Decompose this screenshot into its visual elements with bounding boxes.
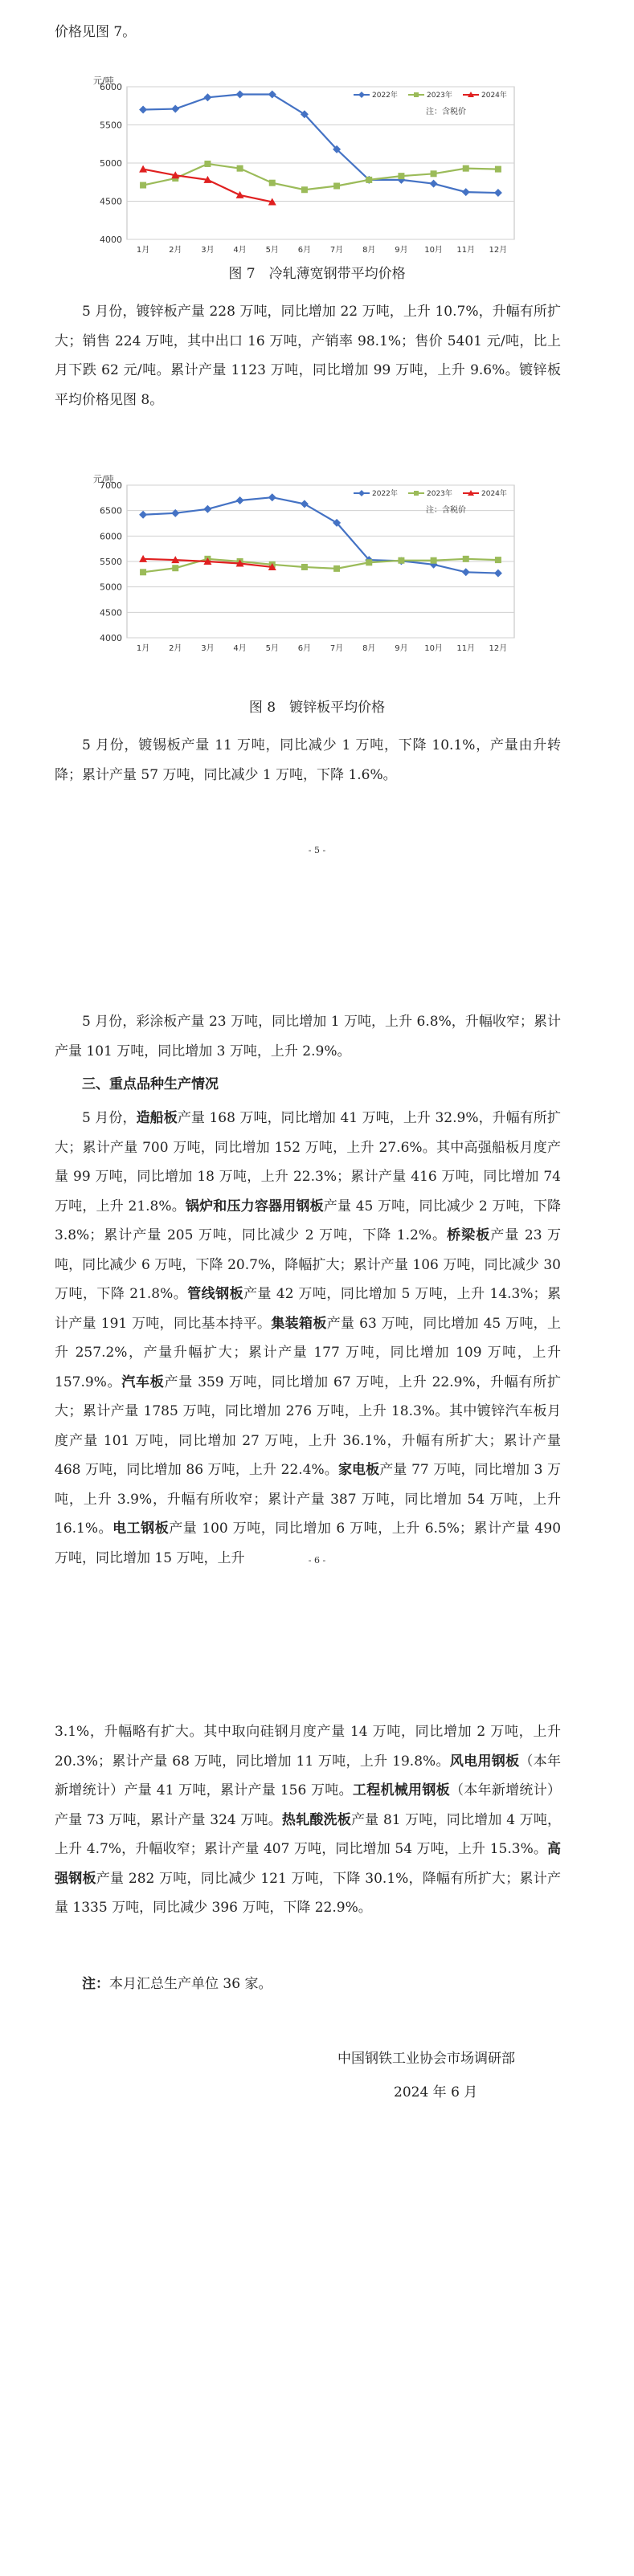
text-run: 产量 100 万吨，同比增加 6 万吨，上升 6.5%；累计产量 490 万吨，同比增加 15 万吨，上升 bbox=[55, 1521, 562, 1566]
text-run: 3.1%，升幅略有扩大。其中取向硅钢月度产量 14 万吨，同比增加 2 万吨，上升 20.3%；累计产量 68 万吨，同比增加 11 万吨，上升 19.8%。 bbox=[55, 1724, 561, 1770]
intro-tail: 价格见图 7。 bbox=[55, 24, 137, 40]
legend-label: 2024年 bbox=[481, 490, 507, 498]
data-point bbox=[398, 173, 404, 179]
product-name: 家电板 bbox=[337, 1462, 380, 1478]
data-point bbox=[268, 91, 276, 99]
note-line bbox=[55, 1970, 561, 1999]
data-point bbox=[431, 170, 437, 177]
note-label: 注： bbox=[82, 1976, 109, 1992]
x-tick-label: 7月 bbox=[329, 246, 344, 255]
y-tick-label: 5500 bbox=[100, 557, 122, 567]
text-run: （本年新增统计）产量 73 万吨，累计产量 324 万吨。 bbox=[55, 1782, 561, 1828]
organization-signature: 中国钢铁工业协会市场调研部 bbox=[337, 2051, 515, 2067]
x-tick-label: 11月 bbox=[456, 246, 476, 255]
product-name: 电工钢板 bbox=[112, 1521, 170, 1537]
product-name: 风电用钢板 bbox=[449, 1753, 520, 1770]
data-point bbox=[301, 564, 308, 570]
product-name: 集装箱板 bbox=[271, 1315, 327, 1332]
y-axis-label: 元/吨 bbox=[93, 76, 114, 86]
y-axis-label: 元/吨 bbox=[93, 474, 114, 484]
legend-label: 2024年 bbox=[481, 92, 507, 100]
data-point bbox=[268, 493, 276, 501]
x-tick-label: 2月 bbox=[169, 644, 182, 653]
text-run: 产量 168 万吨，同比增加 41 万吨，上升 32.9%，升幅有所扩大；累计产量 700 万吨，同比增加 152 万吨，上升 27.6%。其中高强船板月度产量 99 万吨，同比增加 18 万吨，上升 22.3%；累计产量 416 万吨，同比增加 74 万吨，上升 21.8%。 bbox=[55, 1110, 561, 1215]
x-tick-label: 6月 bbox=[297, 644, 312, 653]
y-tick-label: 5500 bbox=[100, 120, 122, 131]
product-name: 锅炉和压力容器用钢板 bbox=[185, 1198, 324, 1215]
data-point bbox=[139, 106, 147, 114]
chart-note: 注：含税价 bbox=[426, 108, 466, 116]
x-tick-label: 9月 bbox=[395, 644, 408, 653]
product-name: 热轧酸洗板 bbox=[281, 1811, 351, 1828]
data-point bbox=[366, 559, 372, 565]
data-point bbox=[139, 165, 147, 173]
chart-fig8 bbox=[88, 469, 522, 662]
text-run: 产量 77 万吨，同比增加 3 万吨，上升 3.9%，升幅有所收窄；累计产量 387 万吨，同比增加 54 万吨，上升 16.1%。 bbox=[55, 1462, 561, 1537]
data-point bbox=[495, 166, 501, 173]
tinplate-paragraph: 5 月份，镀锡板产量 11 万吨，同比减少 1 万吨，下降 10.1%，产量由升转降；累计产量 57 万吨，同比减少 1 万吨，下降 1.6%。 bbox=[55, 737, 561, 783]
key-products-paragraph bbox=[55, 1104, 561, 1573]
chart-fig7 bbox=[88, 71, 522, 263]
page-number-6: - 6 - bbox=[308, 1555, 326, 1566]
data-point bbox=[333, 565, 340, 572]
page-number-5: - 5 - bbox=[308, 845, 326, 855]
x-tick-label: 12月 bbox=[489, 644, 508, 653]
data-point bbox=[269, 180, 276, 186]
data-point bbox=[204, 161, 211, 167]
legend-marker bbox=[414, 491, 419, 496]
data-point bbox=[431, 557, 437, 564]
data-point bbox=[140, 182, 146, 189]
data-point bbox=[494, 569, 502, 578]
x-tick-label: 8月 bbox=[362, 246, 376, 255]
x-tick-label: 1月 bbox=[136, 644, 150, 653]
color-coated-paragraph: 5 月份，彩涂板产量 23 万吨，同比增加 1 万吨，上升 6.8%，升幅收窄；累计产量 101 万吨，同比增加 3 万吨，上升 2.9%。 bbox=[55, 1014, 561, 1059]
text-run: （本年新增统计）产量 41 万吨，累计产量 156 万吨。 bbox=[55, 1753, 562, 1798]
y-tick-label: 4500 bbox=[100, 196, 122, 207]
x-tick-label: 11月 bbox=[456, 644, 476, 653]
data-point bbox=[462, 188, 470, 196]
x-tick-label: 12月 bbox=[489, 246, 508, 255]
x-tick-label: 7月 bbox=[329, 644, 344, 653]
text-run: 产量 23 万吨，同比减少 6 万吨，下降 20.7%，降幅扩大；累计产量 106 万吨，同比减少 30 万吨，下降 21.8%。 bbox=[55, 1227, 561, 1302]
continued-paragraph bbox=[55, 1717, 561, 1923]
legend-marker bbox=[358, 490, 365, 496]
fig8-caption: 图 8 镀锌板平均价格 bbox=[248, 700, 386, 716]
x-tick-label: 3月 bbox=[201, 246, 215, 255]
data-point bbox=[237, 165, 243, 172]
data-point bbox=[398, 557, 404, 564]
data-point bbox=[301, 500, 309, 508]
data-point bbox=[172, 565, 178, 571]
data-point bbox=[140, 569, 146, 575]
data-point bbox=[203, 93, 211, 101]
data-point bbox=[366, 177, 372, 183]
y-tick-label: 6000 bbox=[100, 531, 122, 542]
text-run: 产量 359 万吨，同比增加 67 万吨，上升 22.9%，升幅有所扩大；累计产量 1785 万吨，同比增加 276 万吨，上升 18.3%。其中镀锌汽车板月度产量 101 万吨，同比增加 27 万吨，上升 36.1%，升幅有所扩大；累计产量 468 万吨，同比增加 86 万吨，上升 22.4%。 bbox=[55, 1374, 562, 1478]
product-name: 管线钢板 bbox=[187, 1286, 244, 1302]
product-name: 桥梁板 bbox=[447, 1227, 491, 1243]
section-heading: 三、重点品种生产情况 bbox=[82, 1076, 219, 1092]
data-point bbox=[462, 568, 470, 576]
x-tick-label: 8月 bbox=[362, 644, 376, 653]
text-run: 产量 63 万吨，同比增加 45 万吨，上升 257.2%，产量升幅扩大；累计产量 177 万吨，同比增加 109 万吨，上升 157.9%。 bbox=[55, 1315, 561, 1390]
legend-label: 2022年 bbox=[372, 92, 398, 100]
product-name: 高强钢板 bbox=[55, 1841, 561, 1887]
y-tick-label: 7000 bbox=[100, 480, 122, 491]
product-name: 造船板 bbox=[136, 1110, 178, 1126]
x-tick-label: 4月 bbox=[233, 644, 247, 653]
data-point bbox=[494, 189, 502, 197]
data-point bbox=[139, 511, 147, 519]
x-tick-label: 10月 bbox=[424, 644, 443, 653]
text-run: 产量 45 万吨，同比减少 2 万吨，下降 3.8%；累计产量 205 万吨，同比减少 2 万吨，下降 1.2%。 bbox=[55, 1198, 562, 1243]
data-point bbox=[171, 105, 179, 113]
data-point bbox=[236, 91, 244, 99]
data-point bbox=[463, 165, 469, 172]
x-tick-label: 10月 bbox=[424, 246, 443, 255]
x-tick-label: 3月 bbox=[201, 644, 215, 653]
chart-note: 注：含税价 bbox=[426, 506, 466, 515]
y-tick-label: 5000 bbox=[100, 158, 122, 169]
fig7-caption: 图 7 冷轧薄宽钢带平均价格 bbox=[228, 266, 406, 282]
data-point bbox=[463, 556, 469, 562]
legend-marker bbox=[414, 92, 419, 97]
galvanized-paragraph: 5 月份，镀锌板产量 228 万吨，同比增加 22 万吨，上升 10.7%，升幅有所扩大；销售 224 万吨，其中出口 16 万吨，产销率 98.1%；售价 5401 元/吨，比上月下跌 62 元/吨。累计产量 1123 万吨，同比增加 99 万吨，上升 9.6%。镀锌板平均价格见图 8。 bbox=[55, 304, 561, 408]
x-tick-label: 5月 bbox=[265, 246, 279, 255]
legend-marker bbox=[358, 92, 365, 98]
y-tick-label: 6500 bbox=[100, 505, 122, 516]
x-tick-label: 2月 bbox=[169, 246, 182, 255]
y-tick-label: 4000 bbox=[100, 235, 122, 245]
legend-label: 2023年 bbox=[427, 92, 452, 100]
x-tick-label: 9月 bbox=[395, 246, 408, 255]
note-text: 本月汇总生产单位 36 家。 bbox=[109, 1976, 272, 1992]
text-run: 产量 42 万吨，同比增加 5 万吨，上升 14.3%；累计产量 191 万吨，同比基本持平。 bbox=[55, 1286, 561, 1332]
signature-date: 2024 年 6 月 bbox=[394, 2084, 478, 2100]
x-tick-label: 6月 bbox=[297, 246, 312, 255]
data-point bbox=[333, 183, 340, 190]
legend-label: 2022年 bbox=[372, 490, 398, 498]
data-point bbox=[301, 186, 308, 193]
x-tick-label: 1月 bbox=[136, 246, 150, 255]
text-run: 5 月份， bbox=[82, 1110, 137, 1126]
data-point bbox=[236, 496, 244, 504]
y-tick-label: 4500 bbox=[100, 607, 122, 618]
x-tick-label: 4月 bbox=[233, 246, 247, 255]
x-tick-label: 5月 bbox=[265, 644, 279, 653]
y-tick-label: 4000 bbox=[100, 633, 122, 643]
product-name: 汽车板 bbox=[121, 1374, 165, 1390]
y-tick-label: 6000 bbox=[100, 82, 122, 92]
text-run: 产量 81 万吨，同比增加 4 万吨，上升 4.7%，升幅收窄；累计产量 407 万吨，同比增加 54 万吨，上升 15.3%。 bbox=[55, 1811, 562, 1857]
data-point bbox=[203, 505, 211, 513]
text-run: 产量 282 万吨，同比减少 121 万吨，下降 30.1%，降幅有所扩大；累计产量 1335 万吨，同比减少 396 万吨，下降 22.9%。 bbox=[55, 1870, 561, 1916]
product-name: 工程机械用钢板 bbox=[352, 1782, 450, 1798]
legend-label: 2023年 bbox=[427, 490, 452, 498]
data-point bbox=[495, 557, 501, 563]
data-point bbox=[430, 180, 438, 188]
y-tick-label: 5000 bbox=[100, 582, 122, 593]
